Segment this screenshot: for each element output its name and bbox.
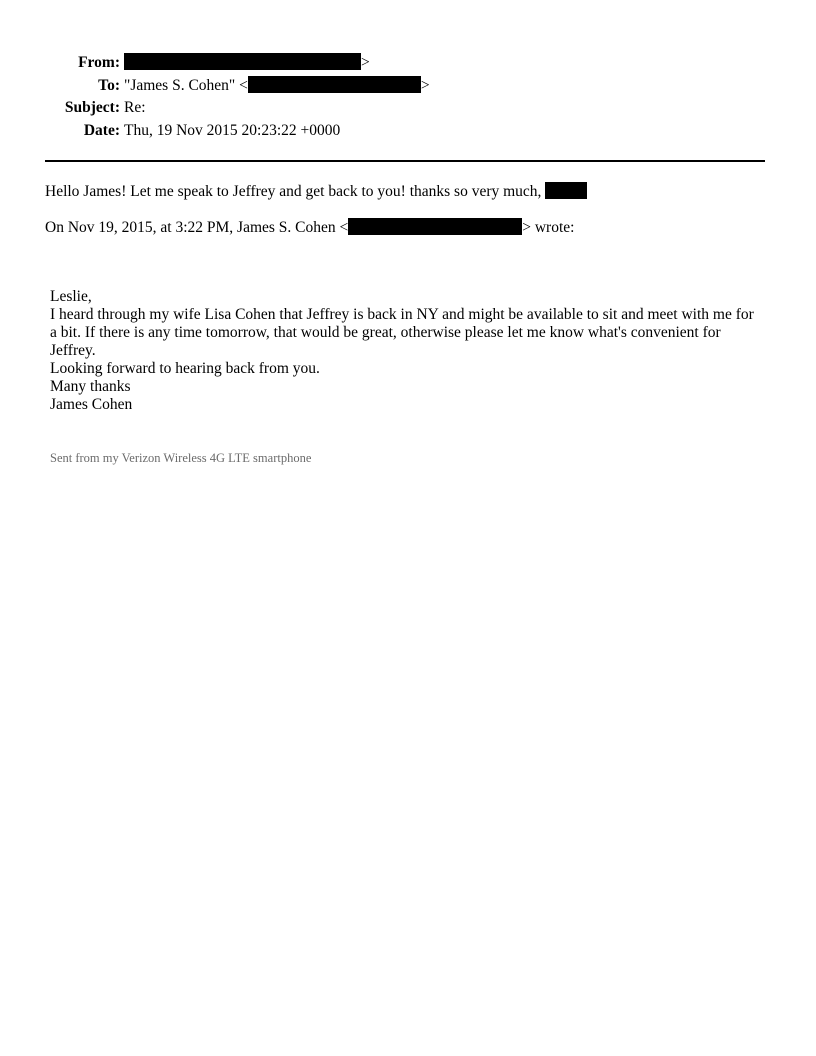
from-value xyxy=(124,52,370,74)
redaction-block xyxy=(545,182,587,199)
date-value: Thu, 19 Nov 2015 20:23:22 +0000 xyxy=(124,121,341,139)
quote-attribution xyxy=(45,217,574,239)
from-label: From: xyxy=(78,54,120,71)
redaction-block xyxy=(348,218,522,235)
reply-message xyxy=(45,181,587,203)
date-row xyxy=(40,120,430,143)
subject-row xyxy=(40,97,430,120)
attribution-prefix: On Nov 19, 2015, at 3:22 PM, James S. Cohen < xyxy=(45,219,349,236)
from-row xyxy=(40,52,430,75)
quoted-closing-1: Looking forward to hearing back from you. xyxy=(50,360,320,377)
from-suffix: > xyxy=(361,54,370,71)
to-value xyxy=(124,75,430,97)
quoted-greeting: Leslie, xyxy=(50,288,92,305)
redaction-block xyxy=(248,76,421,93)
quoted-message xyxy=(50,288,762,414)
quoted-body: I heard through my wife Lisa Cohen that Jeffrey is back in NY and might be available to sit and meet with me for a bit. If there is any time tomorrow, that would be great, otherwise please let me know what's convenient for Jeffrey. xyxy=(50,306,754,359)
quoted-closing-2: Many thanks xyxy=(50,378,131,395)
redaction-block xyxy=(124,53,361,70)
subject-value: Re: xyxy=(124,99,146,116)
to-label: To: xyxy=(98,76,120,94)
to-row xyxy=(40,75,430,98)
reply-text: Hello James! Let me speak to Jeffrey and get back to you! thanks so very much, xyxy=(45,183,546,200)
mobile-signature: Sent from my Verizon Wireless 4G LTE smartphone xyxy=(50,451,312,465)
header-divider xyxy=(45,160,765,162)
to-name: "James S. Cohen" < xyxy=(124,76,248,94)
attribution-suffix: > wrote: xyxy=(522,219,575,236)
email-header xyxy=(40,52,430,142)
to-suffix: > xyxy=(420,76,430,94)
quoted-closing-3: James Cohen xyxy=(50,396,133,413)
subject-label: Subject: xyxy=(64,99,120,116)
date-label: Date: xyxy=(83,121,120,139)
